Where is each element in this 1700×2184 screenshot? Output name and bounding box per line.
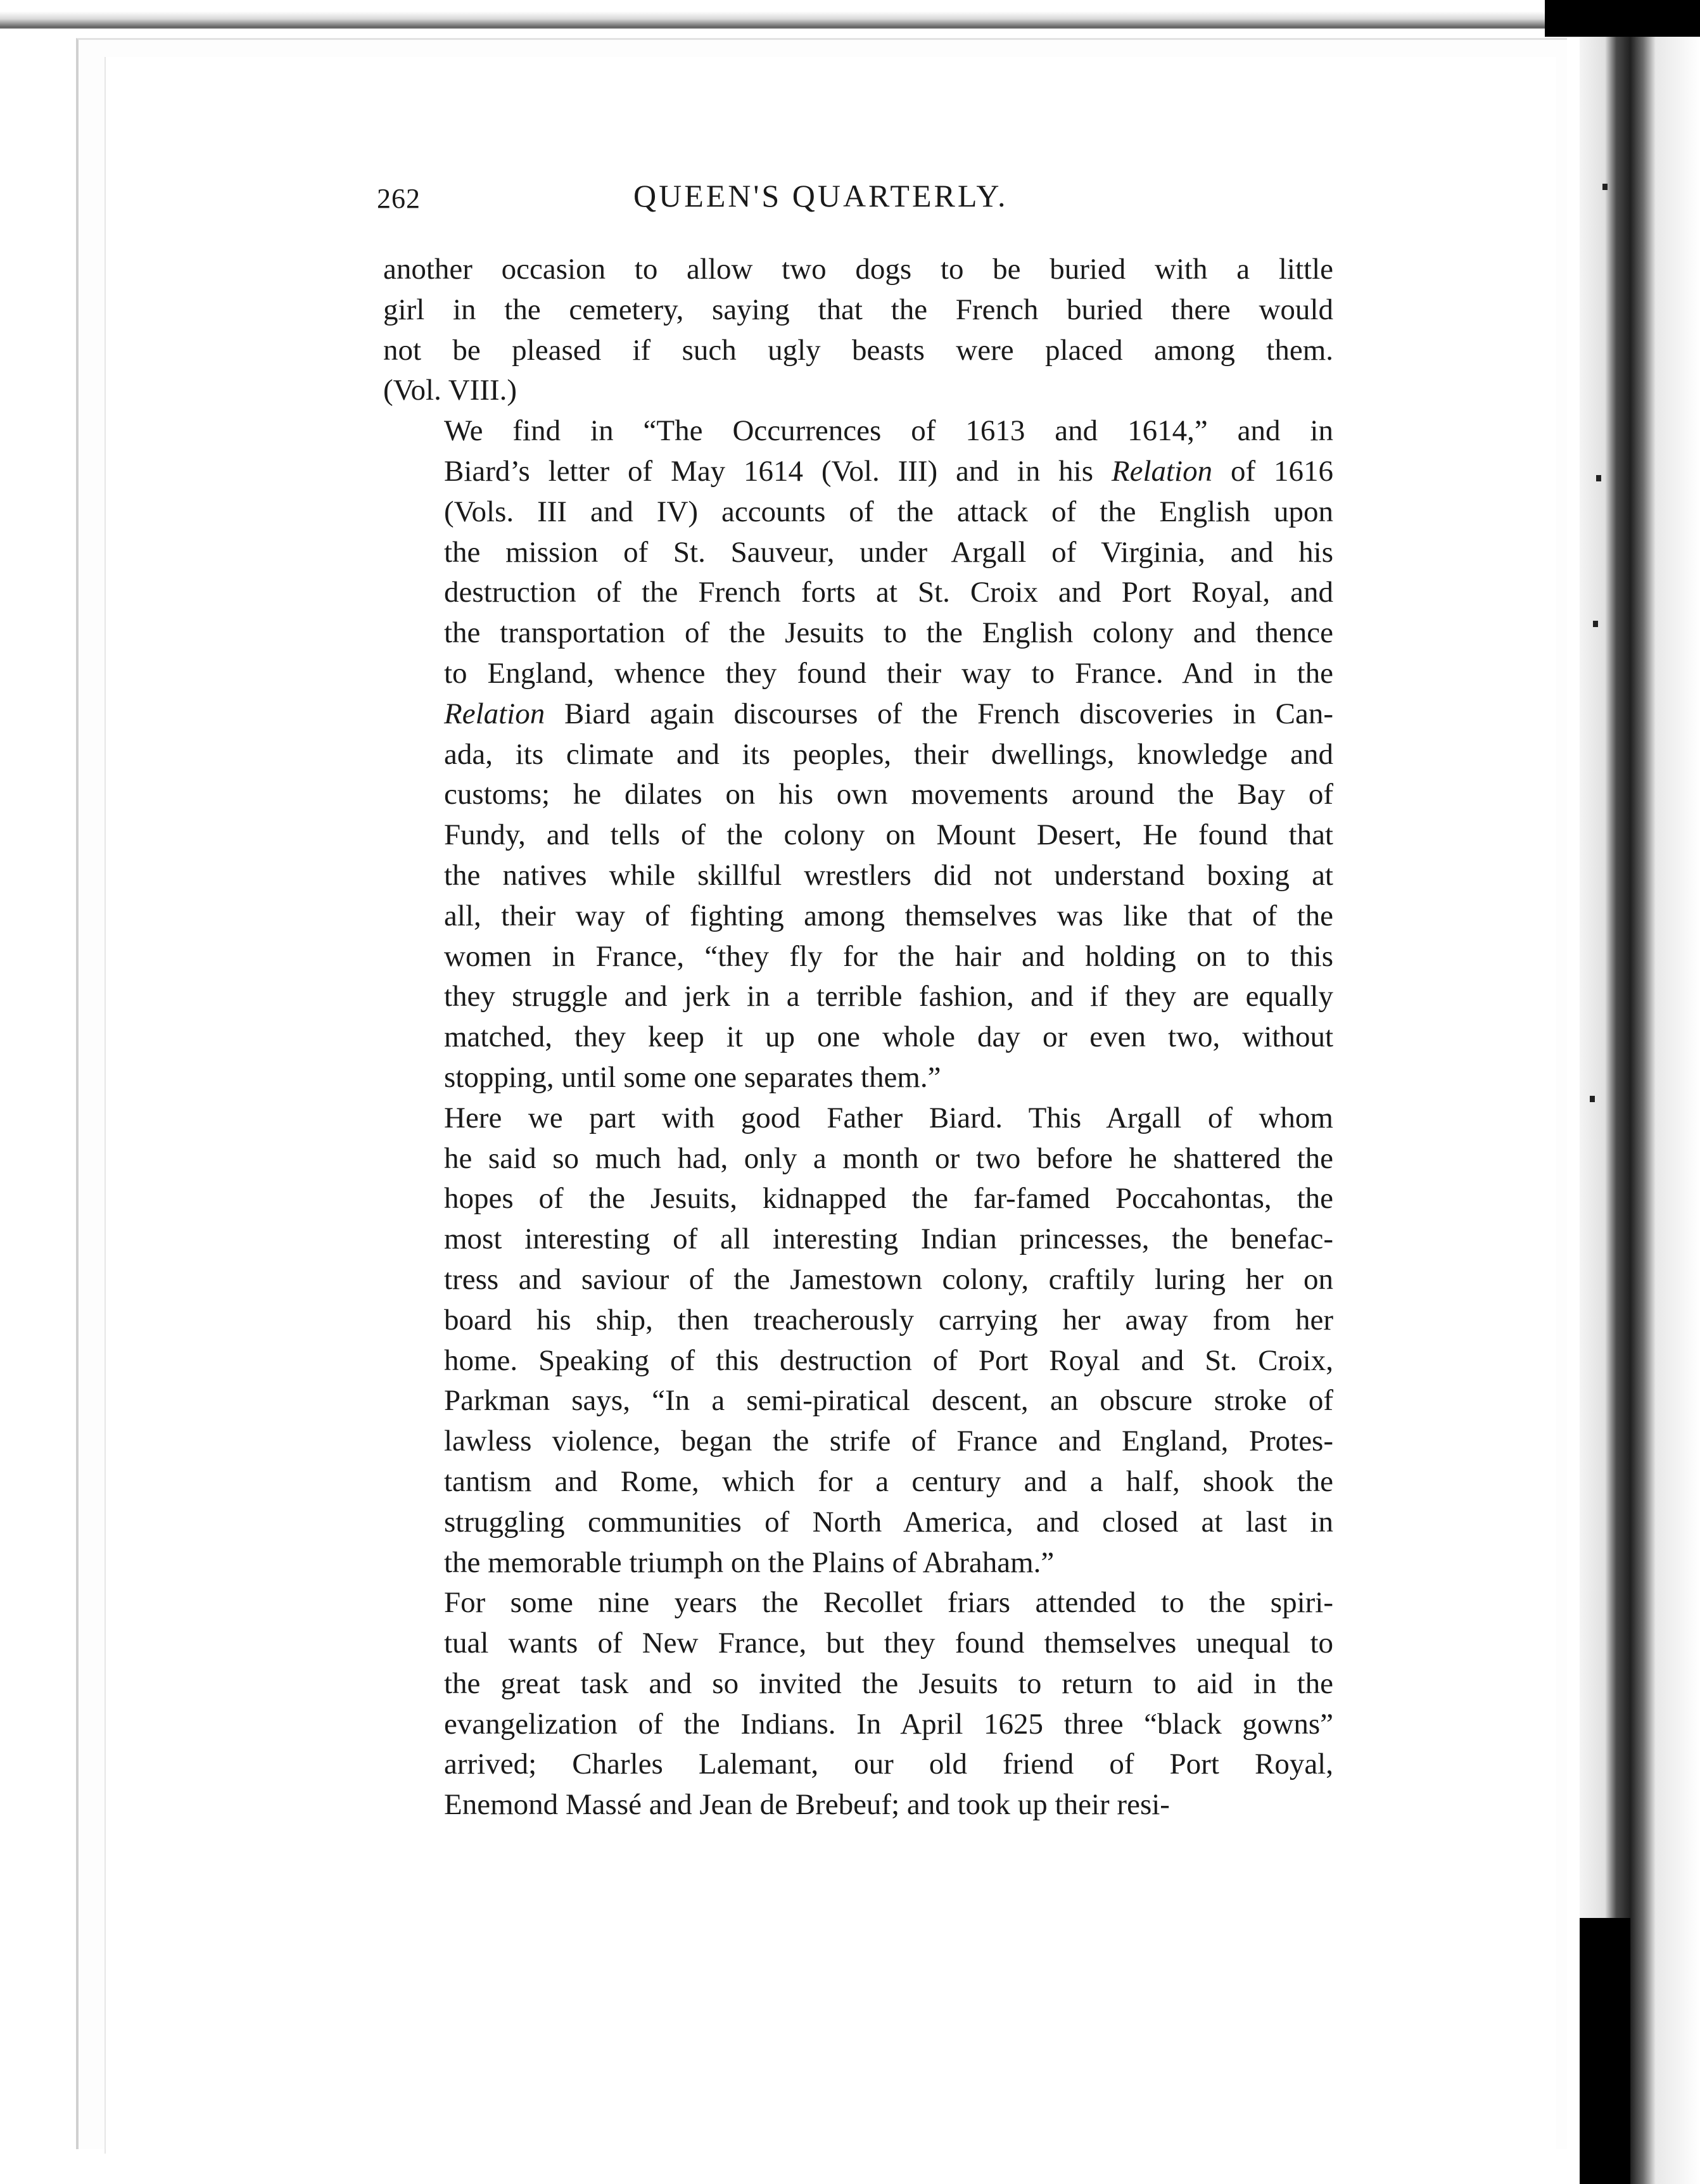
- text-line: he said so much had, only a month or two before he shattered the: [444, 1141, 1333, 1175]
- text-line: to England, whence they found their way to France. And in the: [444, 656, 1333, 690]
- page-header: [377, 177, 1333, 222]
- scan-right-edge: [1580, 37, 1700, 2184]
- scan-top-edge: [0, 0, 1700, 29]
- text-line: (Vol. VIII.): [383, 374, 517, 407]
- scan-corner-shadow: [1545, 0, 1700, 37]
- text-line: Here we part with good Father Biard. This Argall of whom: [444, 1101, 1333, 1134]
- text-line: destruction of the French forts at St. Croix and Port Royal, and: [444, 576, 1333, 609]
- text-line: the natives while skillful wrestlers did not understand boxing at: [444, 858, 1333, 892]
- text-line: not be pleased if such ugly beasts were placed among them.: [383, 333, 1333, 367]
- text-line: lawless violence, began the strife of France and England, Protes-: [444, 1425, 1333, 1458]
- text-line: board his ship, then treacherously carrying her away from her: [444, 1303, 1333, 1336]
- text-line: tual wants of New France, but they found themselves unequal to: [444, 1627, 1333, 1660]
- scan-speck: [1593, 621, 1598, 627]
- page-content: [377, 177, 1333, 1825]
- scan-speck: [1590, 1096, 1595, 1102]
- text-line: they struggle and jerk in a terrible fashion, and if they are equally: [444, 980, 1333, 1013]
- text-line: home. Speaking of this destruction of Port Royal and St. Croix,: [444, 1343, 1333, 1377]
- text-line: the transportation of the Jesuits to the English colony and thence: [444, 616, 1333, 650]
- text-line: customs; he dilates on his own movements around the Bay of: [444, 778, 1333, 811]
- paragraph: [383, 1098, 1333, 1584]
- scan-bottom-shadow: [1580, 1918, 1630, 2184]
- text-line: hopes of the Jesuits, kidnapped the far-famed Poccahontas, the: [444, 1182, 1333, 1216]
- text-line: ada, its climate and its peoples, their dwellings, knowledge and: [444, 737, 1333, 771]
- text-line: evangelization of the Indians. In April 1625 three “black gowns”: [444, 1707, 1333, 1741]
- scan-speck: [1596, 475, 1601, 481]
- text-line: Enemond Massé and Jean de Brebeuf; and took up their resi-: [444, 1788, 1170, 1822]
- text-line: Fundy, and tells of the colony on Mount Desert, He found that: [444, 818, 1333, 852]
- text-line: Relation Biard again discourses of the French discoveries in Can-: [444, 697, 1333, 730]
- text-line: Parkman says, “In a semi-piratical descent, an obscure stroke of: [444, 1384, 1333, 1418]
- text-line: matched, they keep it up one whole day or even two, without: [444, 1020, 1333, 1054]
- paragraph: [383, 1583, 1333, 1825]
- text-line: the great task and so invited the Jesuits to return to aid in the: [444, 1667, 1333, 1700]
- text-line: another occasion to allow two dogs to be buried with a little: [383, 253, 1333, 286]
- text-line: stopping, until some one separates them.”: [444, 1060, 941, 1094]
- text-line: most interesting of all interesting Indian princesses, the benefac-: [444, 1222, 1333, 1256]
- text-line: For some nine years the Recollet friars attended to the spiri-: [444, 1586, 1333, 1620]
- text-line: all, their way of fighting among themselves was like that of the: [444, 899, 1333, 932]
- text-line: We find in “The Occurrences of 1613 and 1614,” and in: [444, 414, 1333, 448]
- text-line: arrived; Charles Lalemant, our old friend of Port Royal,: [444, 1748, 1333, 1781]
- text-line: women in France, “they fly for the hair and holding on to this: [444, 939, 1333, 973]
- paragraph: [383, 411, 1333, 1098]
- scan-speck: [1602, 184, 1608, 190]
- text-line: the mission of St. Sauveur, under Argall of Virginia, and his: [444, 535, 1333, 569]
- paragraph: [383, 250, 1333, 411]
- text-line: tantism and Rome, which for a century and a half, shook the: [444, 1464, 1333, 1498]
- text-line: girl in the cemetery, saying that the French buried there would: [383, 293, 1333, 326]
- text-line: (Vols. III and IV) accounts of the attack of the English upon: [444, 495, 1333, 528]
- running-title: QUEEN'S QUARTERLY.: [633, 178, 1008, 213]
- page-number: 262: [377, 183, 421, 214]
- text-line: the memorable triumph on the Plains of Abraham.”: [444, 1546, 1055, 1579]
- text-line: struggling communities of North America, and closed at last in: [444, 1505, 1333, 1539]
- text-line: Biard’s letter of May 1614 (Vol. III) and in his Relation of 1616: [444, 454, 1333, 488]
- text-line: tress and saviour of the Jamestown colony, craftily luring her on: [444, 1262, 1333, 1296]
- body-text: [383, 250, 1333, 1825]
